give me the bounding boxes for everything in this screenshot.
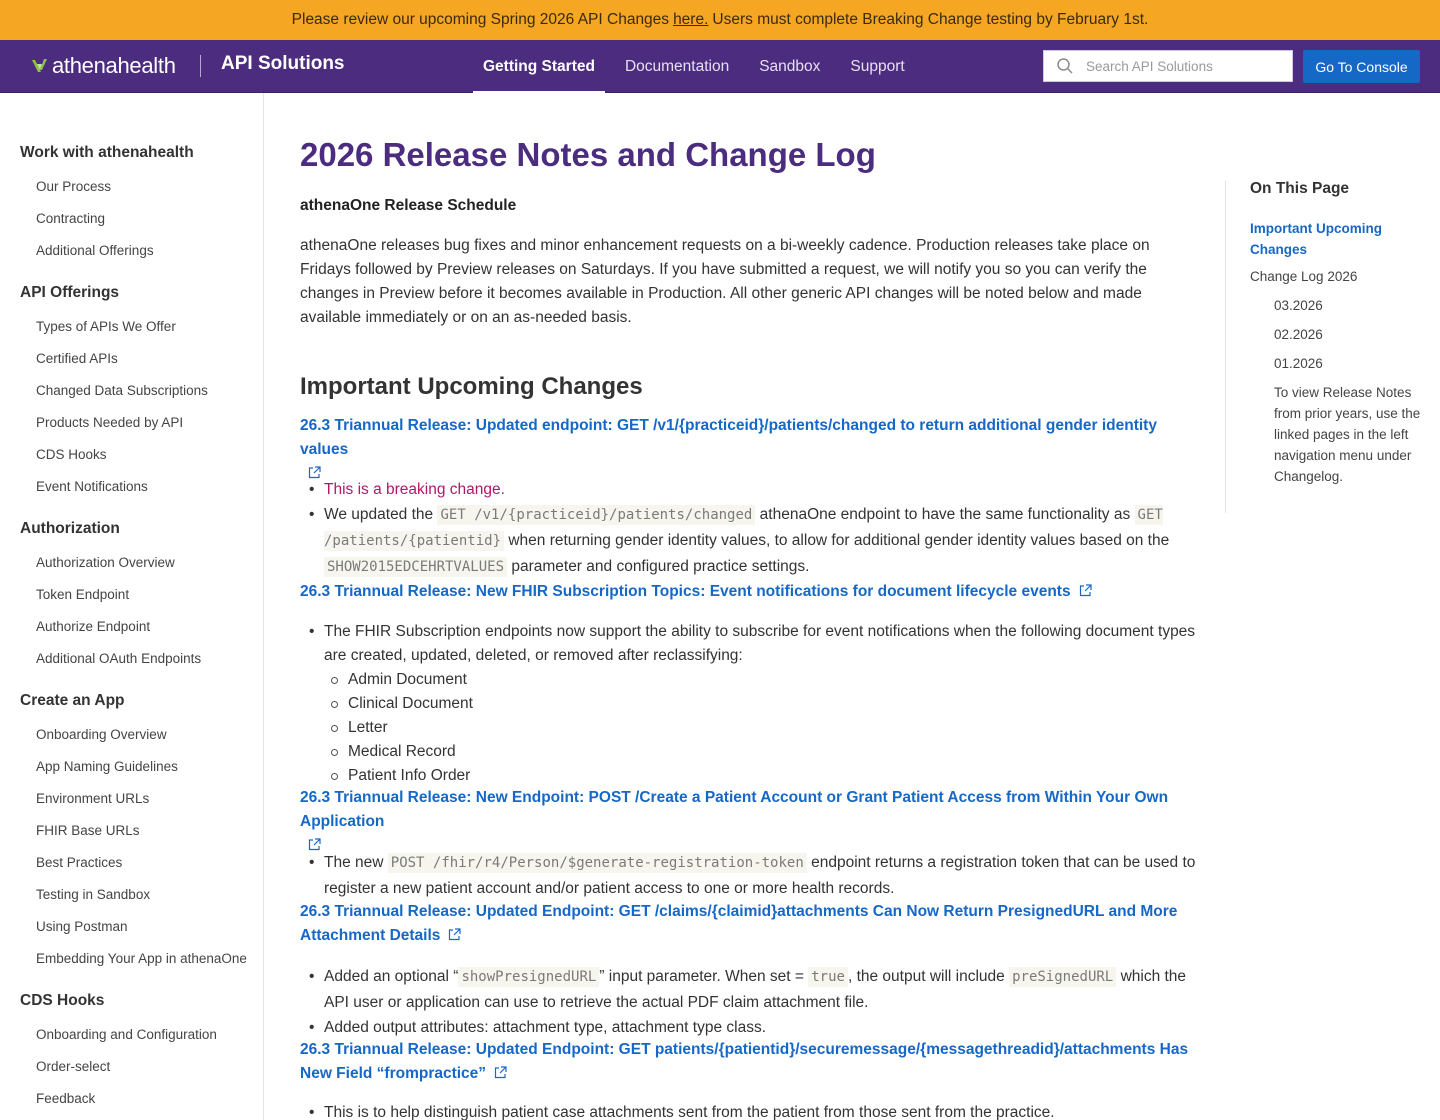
release-4-bullets [324,964,1204,1040]
nav-getting-started[interactable]: Getting Started [473,40,605,93]
sidebar-item-token-endpoint[interactable]: Token Endpoint [36,587,130,602]
athenahealth-logo[interactable] [30,52,176,80]
search-input[interactable] [1086,59,1276,74]
toc-link-changelog-2026[interactable]: Change Log 2026 [1250,269,1358,284]
toc-link-month[interactable]: 01.2026 [1274,356,1323,371]
leaf-logo-icon [30,56,50,76]
list-item [324,502,1204,580]
sidebar-section-work[interactable]: Work with athenahealth [20,144,194,161]
toc-link-month[interactable]: 02.2026 [1274,327,1323,342]
sidebar-item-event-notifications[interactable]: Event Notifications [36,479,148,494]
list-item [324,964,1204,1016]
toc-link-important-upcoming[interactable]: Important Upcoming Changes [1250,221,1382,257]
sidebar-item-contracting[interactable]: Contracting [36,211,106,226]
sidebar-item-onboarding-configuration[interactable]: Onboarding and Configuration [36,1027,217,1042]
release-schedule-heading: athenaOne Release Schedule [300,197,517,214]
banner-link[interactable]: here. [673,11,709,28]
sidebar-item-feedback[interactable]: Feedback [36,1091,96,1106]
code-field: preSignedURL [1009,967,1116,987]
toc-title: On This Page [1250,180,1350,197]
release-title: 26.3 Triannual Release: Updated Endpoint: GET patients/{patientid}/securemessage/{messagethreadid}/attachments Has New Field “frompractice” [300,1041,1189,1082]
sidebar-item-additional-offerings[interactable]: Additional Offerings [36,243,154,258]
release-link-gender-identity[interactable] [300,414,1205,486]
release-2-bullets [324,620,1204,788]
sidebar-item-certified-apis[interactable]: Certified APIs [36,351,118,366]
external-link-icon [448,928,461,941]
sidebar-item-testing-sandbox[interactable]: Testing in Sandbox [36,887,151,902]
sidebar-section-authorization[interactable]: Authorization [20,520,120,537]
logo-divider [200,55,201,77]
code-parameter: showPresignedURL [458,967,599,987]
logo-text: athenahealth [52,53,176,78]
sidebar-item-embedding-app[interactable]: Embedding Your App in athenaOne [36,951,247,966]
sidebar-item-order-select[interactable]: Order-select [36,1059,111,1074]
list-item [324,850,1204,902]
sidebar-item-app-naming[interactable]: App Naming Guidelines [36,759,178,774]
nav-support[interactable]: Support [850,57,905,75]
sidebar-item-our-process[interactable]: Our Process [36,179,112,194]
document-type-item: Patient Info Order [324,764,1204,788]
release-schedule-text: athenaOne releases bug fixes and minor enhancement requests on a bi-weekly cadence. Production releases take place on Fridays followed by Preview releases on Saturdays. If you have submitted a request, we will notify you so you can verify the changes in Preview before it becomes available in Production. All other generic API changes will be noted below and made available immediately or on an as-needed basis. [300,237,1150,326]
release-title: 26.3 Triannual Release: Updated endpoint: GET /v1/{practiceid}/patients/changed to return additional gender identity values [300,417,1157,458]
search-icon [1056,57,1074,75]
text-segment: , the output will include [847,968,1005,985]
text-segment: which the API user or application can use to retrieve the actual PDF claim attachment file. [324,968,1187,1011]
release-3-bullets [324,850,1204,902]
sidebar-item-products-needed[interactable]: Products Needed by API [36,415,184,430]
release-link-securemessage-attachments[interactable] [300,1038,1205,1086]
text-segment: Added an optional “ [324,968,459,985]
release-1-bullets [324,478,1204,580]
sidebar-section-cds-hooks[interactable]: CDS Hooks [20,992,105,1009]
upcoming-changes-heading: Important Upcoming Changes [300,373,643,400]
external-link-icon [494,1066,507,1079]
sidebar-section-api-offerings[interactable]: API Offerings [20,284,120,301]
breaking-change-note: • This is a breaking change. [324,478,1204,502]
search-box[interactable] [1043,50,1293,82]
sidebar-item-authorize-endpoint[interactable]: Authorize Endpoint [36,619,151,634]
code-endpoint: GET /patients/{patientid} [324,507,1163,549]
document-type-list [324,668,1204,788]
text-segment: We updated the [324,506,434,523]
main-nav [473,40,925,93]
announcement-banner [0,0,1440,40]
sidebar-item-using-postman[interactable]: Using Postman [36,919,128,934]
release-link-fhir-subscription[interactable] [300,580,1205,604]
sidebar-item-cds-hooks[interactable]: CDS Hooks [36,447,107,462]
toc-prior-years-note: To view Release Notes from prior years, use the linked pages in the left navigation menu under Changelog. [1274,385,1421,484]
site-title[interactable]: API Solutions [221,53,345,74]
external-link-icon [1079,584,1092,597]
sidebar-item-environment-urls[interactable]: Environment URLs [36,791,150,806]
code-endpoint: POST /fhir/r4/Person/$generate-registration-token [388,853,807,873]
release-title: 26.3 Triannual Release: New Endpoint: POST /Create a Patient Account or Grant Patient Access from Within Your Own Application [300,789,1169,830]
code-parameter: SHOW2015EDCEHRTVALUES [324,557,507,577]
top-navbar [0,40,1440,93]
text-segment: when returning gender identity values, to allow for additional gender identity values based on the [508,532,1170,549]
banner-text-after: Users must complete Breaking Change testing by February 1st. [712,11,1149,28]
toc-link-month[interactable]: 03.2026 [1274,298,1323,313]
release-link-claims-attachments[interactable] [300,900,1205,948]
page-title: 2026 Release Notes and Change Log [300,136,876,173]
sidebar-section-create-app[interactable]: Create an App [20,692,125,709]
go-to-console-button[interactable]: Go To Console [1303,50,1420,83]
nav-sandbox[interactable]: Sandbox [759,57,821,75]
document-type-item: Letter [324,716,1204,740]
list-item: • The FHIR Subscription endpoints now support the ability to subscribe for event notifications when the following document types are created, updated, deleted, or removed after reclassifying: [324,620,1204,668]
sidebar-item-types-of-apis[interactable]: Types of APIs We Offer [36,319,176,334]
list-item: • Added output attributes: attachment type, attachment type class. [324,1016,1204,1040]
sidebar-item-onboarding-overview[interactable]: Onboarding Overview [36,727,167,742]
text-segment: The new [324,854,384,871]
document-type-item: Clinical Document [324,692,1204,716]
code-value: true [808,967,848,987]
sidebar-item-authorization-overview[interactable]: Authorization Overview [36,555,175,570]
left-sidebar [0,93,264,1120]
text-segment: athenaOne endpoint to have the same functionality as [759,506,1131,523]
release-5-bullets [324,1101,1204,1120]
sidebar-item-additional-oauth[interactable]: Additional OAuth Endpoints [36,651,202,666]
sidebar-item-fhir-base-urls[interactable]: FHIR Base URLs [36,823,140,838]
code-endpoint: GET /v1/{practiceid}/patients/changed [437,505,755,525]
sidebar-item-changed-data-subscriptions[interactable]: Changed Data Subscriptions [36,383,208,398]
text-segment: endpoint returns a registration token that can be used to register a new patient account and/or patient access to one or more health records. [324,854,1196,897]
list-item: • This is to help distinguish patient case attachments sent from the patient from those sent from the practice. [324,1101,1204,1120]
text-segment: ” input parameter. When set = [599,968,804,985]
release-title: 26.3 Triannual Release: New FHIR Subscription Topics: Event notifications for document lifecycle events [300,583,1071,600]
on-this-page-toc [1225,180,1440,513]
document-type-item: Medical Record [324,740,1204,764]
document-type-item: Admin Document [324,668,1204,692]
nav-documentation[interactable]: Documentation [624,57,730,75]
release-link-registration-token[interactable] [300,786,1205,858]
sidebar-item-best-practices[interactable]: Best Practices [36,855,123,870]
text-segment: parameter and configured practice settings. [511,558,810,575]
release-title: 26.3 Triannual Release: Updated Endpoint: GET /claims/{claimid}attachments Can Now Return PresignedURL and More Attachment Details [300,903,1178,944]
banner-text-before: Please review our upcoming Spring 2026 API Changes [291,11,670,28]
